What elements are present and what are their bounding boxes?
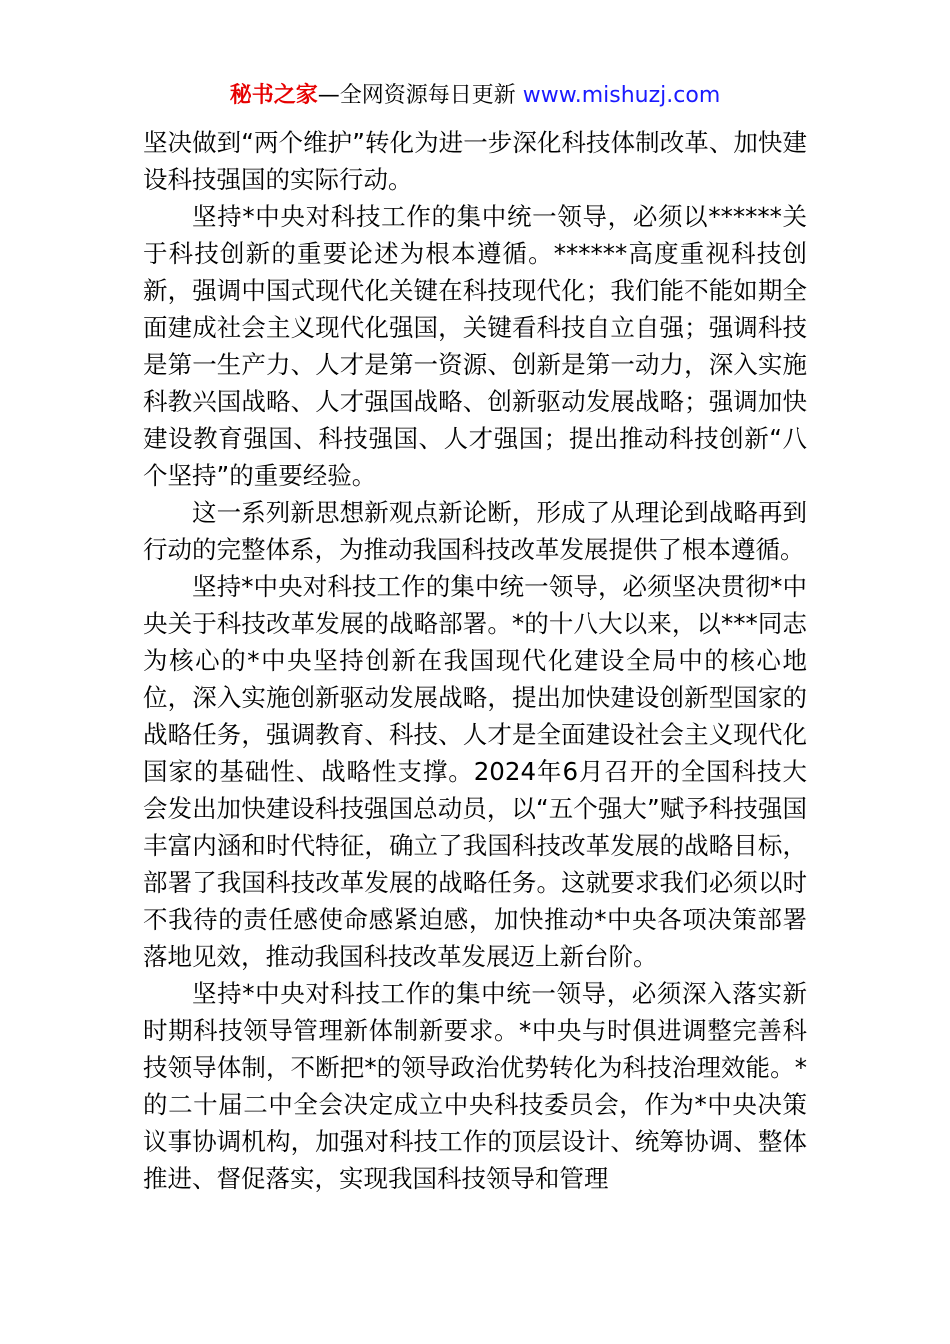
paragraph-1: 坚决做到“两个维护”转化为进一步深化科技体制改革、加快建设科技强国的实际行动。 bbox=[143, 128, 807, 194]
paragraph-5: 坚持*中央对科技工作的集中统一领导，必须深入落实新时期科技领导管理新体制新要求。*中央与时俱进调整完善科技领导体制，不断把*的领导政治优势转化为科技治理效能。*的二十届二中全会决定成立中央科技委员会，作为*中央决策议事协调机构，加强对科技工作的顶层设计、统筹协调、整体推进、督促落实，实现我国科技领导和管理 bbox=[143, 979, 807, 1193]
paragraph-2: 坚持*中央对科技工作的集中统一领导，必须以******关于科技创新的重要论述为根本遵循。******高度重视科技创新，强调中国式现代化关键在科技现代化；我们能不能如期全面建成社会主义现代化强国，关键看科技自立自强；强调科技是第一生产力、人才是第一资源、创新是第一动力，深入实施科教兴国战略、人才强国战略、创新驱动发展战略；强调加快建设教育强国、科技强国、人才强国；提出推动科技创新“八个坚持”的重要经验。 bbox=[143, 202, 807, 490]
site-header bbox=[0, 80, 950, 112]
paragraph-4: 坚持*中央对科技工作的集中统一领导，必须坚决贯彻*中央关于科技改革发展的战略部署。*的十八大以来，以***同志为核心的*中央坚持创新在我国现代化建设全局中的核心地位，深入实施创新驱动发展战略，提出加快建设创新型国家的战略任务，强调教育、科技、人才是全面建设社会主义现代化国家的基础性、战略性支撑。2024年6月召开的全国科技大会发出加快建设科技强国总动员，以“五个强大”赋予科技强国丰富内涵和时代特征，确立了我国科技改革发展的战略目标，部署了我国科技改革发展的战略任务。这就要求我们必须以时不我待的责任感使命感紧迫感，加快推动*中央各项决策部署落地见效，推动我国科技改革发展迈上新台阶。 bbox=[143, 572, 807, 971]
article-body bbox=[143, 124, 807, 1197]
paragraph-3: 这一系列新思想新观点新论断，形成了从理论到战略再到行动的完整体系，为推动我国科技改革发展提供了根本遵循。 bbox=[143, 498, 807, 564]
site-brand: 秘书之家 bbox=[229, 83, 318, 108]
site-tagline: —全网资源每日更新 bbox=[317, 83, 523, 108]
site-url-link[interactable]: www.mishuzj.com bbox=[522, 83, 721, 108]
